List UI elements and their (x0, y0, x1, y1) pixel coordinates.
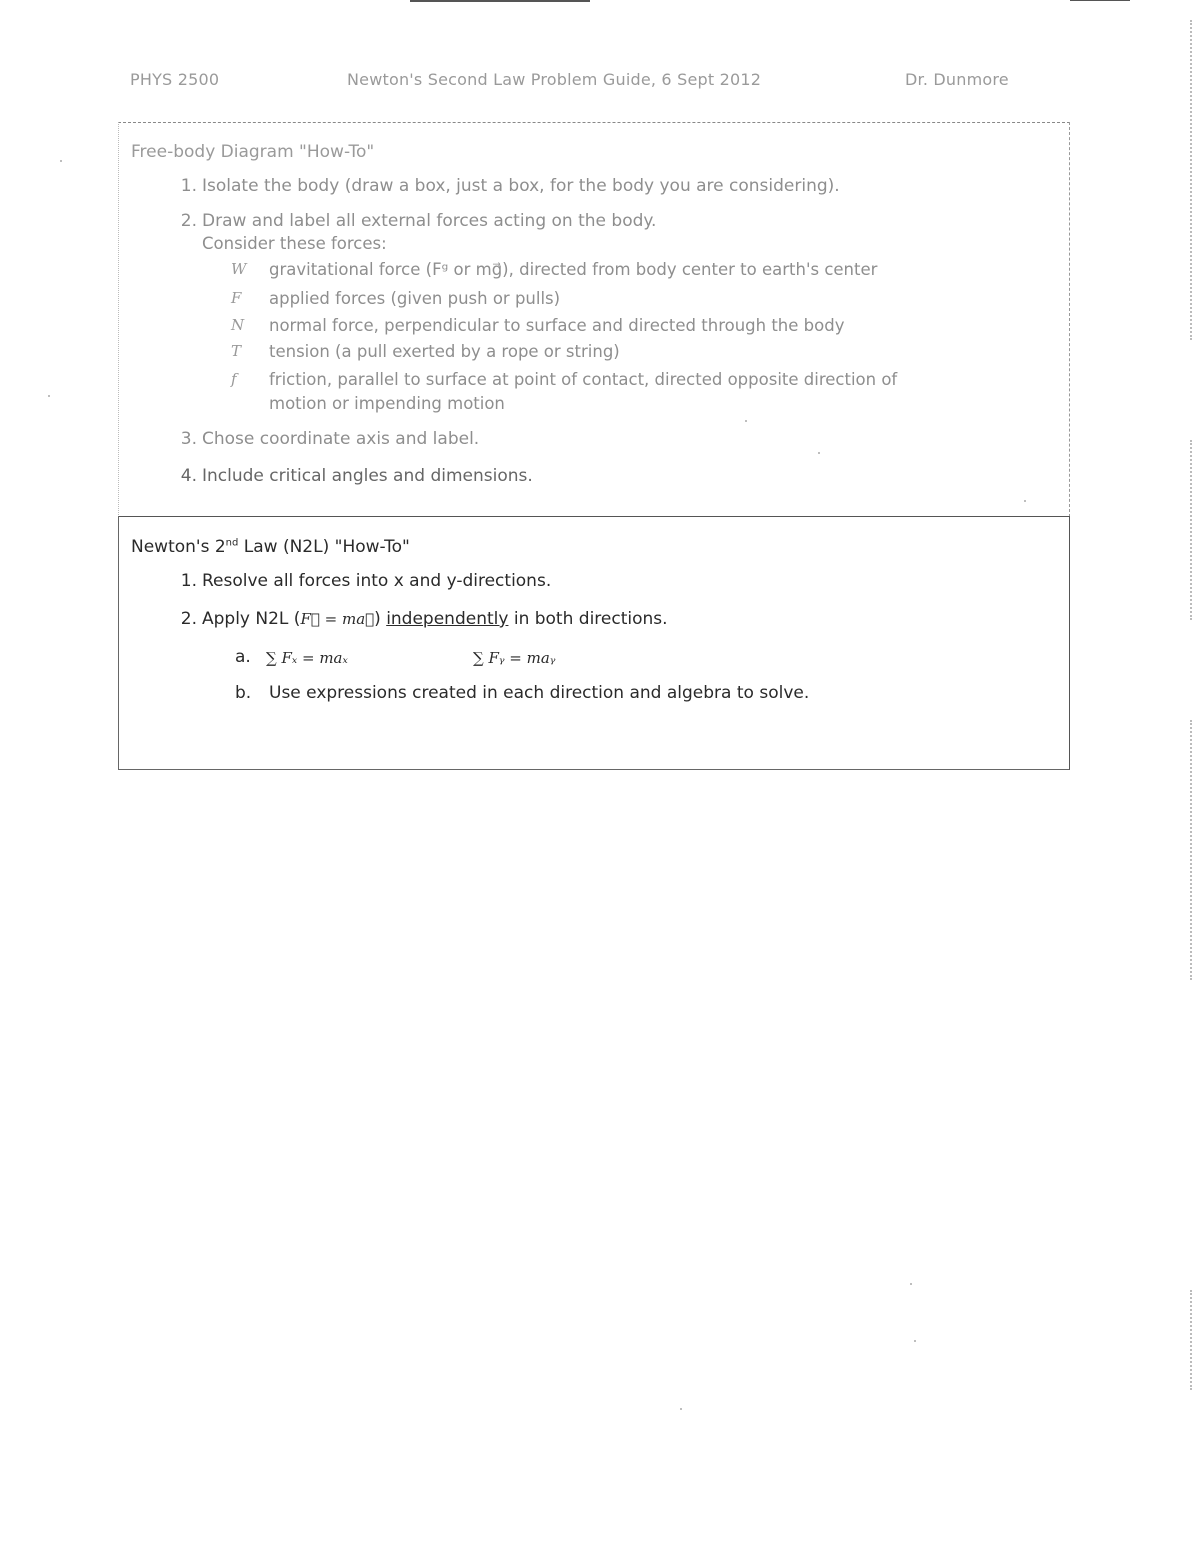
n2l-title: Newton's 2nd Law (N2L) "How-To" (131, 537, 410, 557)
scan-edge-dots (1190, 440, 1194, 620)
author-name: Dr. Dunmore (905, 70, 1009, 89)
normal-force-symbol-icon: N (231, 316, 245, 334)
fbd-step-3 (163, 429, 479, 449)
n2l-step-text: Resolve all forces into x and y-directions. (202, 571, 552, 591)
fbd-title: Free-body Diagram "How-To" (131, 142, 375, 162)
n2l-step-number: 2. (180, 609, 197, 629)
sum-fx-equation: ∑ Fₓ = maₓ (266, 649, 348, 667)
document-title: Newton's Second Law Problem Guide, 6 Sept 2012 (347, 70, 762, 89)
sub-b-label: b. (235, 683, 252, 703)
fbd-step-number: 4. (180, 466, 197, 486)
fbd-howto-box (118, 122, 1070, 517)
fbd-step-2 (163, 211, 656, 231)
fbd-step-text: Isolate the body (draw a box, just a box, for the body you are considering). (202, 176, 840, 196)
fbd-step-4 (163, 466, 533, 486)
sub-a-label: a. (235, 647, 251, 667)
scan-speck (60, 160, 62, 162)
scan-speck (48, 395, 50, 397)
fbd-step-1 (163, 176, 840, 196)
sub-b-text: Use expressions created in each direction and algebra to solve. (269, 683, 810, 703)
scan-edge-dots (1190, 20, 1194, 340)
scan-edge-dots (1190, 720, 1194, 980)
consider-forces-label: Consider these forces: (202, 234, 387, 253)
n2l-step-number: 1. (180, 571, 197, 591)
force-description: applied forces (given push or pulls) (269, 289, 561, 308)
weight-symbol-icon: W (231, 260, 247, 278)
force-description-continued: motion or impending motion (269, 394, 505, 413)
n2l-step-1 (163, 571, 551, 591)
applied-force-symbol-icon: F (231, 289, 242, 307)
scan-top-line (410, 0, 590, 2)
force-description: normal force, perpendicular to surface and directed through the body (269, 316, 845, 335)
sum-fy-equation: ∑ Fᵧ = maᵧ (473, 649, 556, 667)
fbd-step-text: Draw and label all external forces acting on the body. (202, 211, 657, 231)
scan-speck (680, 1408, 682, 1410)
scan-speck (914, 1340, 916, 1342)
independently-underlined: independently (386, 609, 509, 629)
friction-symbol-icon: f (231, 370, 237, 388)
fbd-step-text: Chose coordinate axis and label. (202, 429, 480, 449)
tension-symbol-icon: T (231, 342, 242, 360)
force-description: tension (a pull exerted by a rope or string) (269, 342, 620, 361)
scan-edge-dots (1190, 1290, 1194, 1390)
fbd-step-number: 2. (180, 211, 197, 231)
n2l-howto-box (118, 516, 1070, 770)
fbd-step-text: Include critical angles and dimensions. (202, 466, 533, 486)
force-description: gravitational force (Fᵍ or mg⃗), directed from body center to earth's center (269, 260, 878, 279)
n2l-step-2: 2. Apply N2L (F⃗ = ma⃗) independently in both directions. (163, 609, 668, 629)
n2l-equation: F⃗ = ma⃗ (300, 610, 375, 628)
fbd-step-number: 1. (180, 176, 197, 196)
scan-top-line (1070, 0, 1130, 1)
course-code: PHYS 2500 (130, 70, 220, 89)
fbd-step-number: 3. (180, 429, 197, 449)
force-description: friction, parallel to surface at point of contact, directed opposite direction of (269, 370, 898, 389)
scan-speck (910, 1283, 912, 1285)
